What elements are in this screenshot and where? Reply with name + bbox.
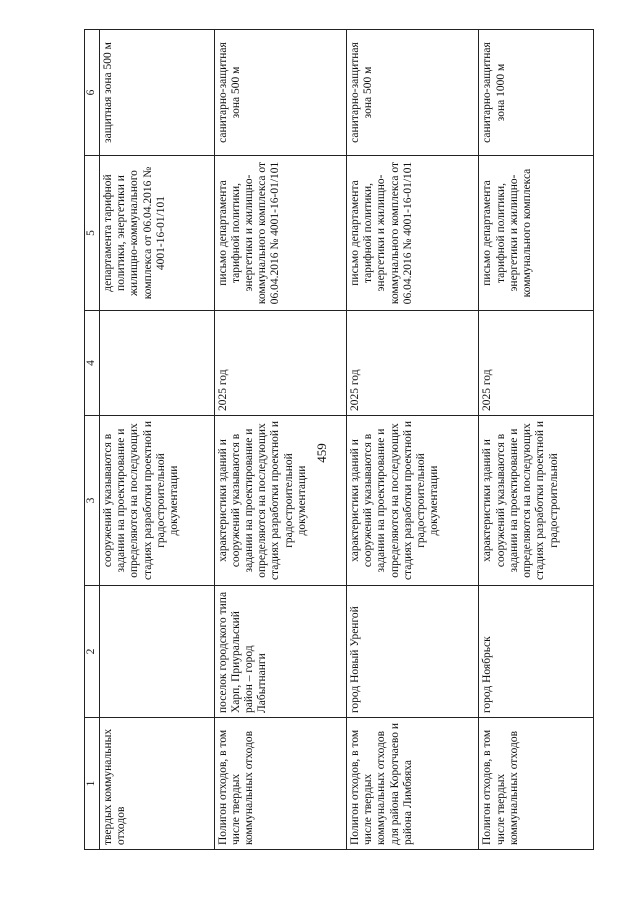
table-row	[346, 30, 478, 850]
header-col-6: 6	[85, 30, 100, 156]
location-cell: город Ноябрьск	[479, 586, 594, 718]
characteristics-cell: характеристики зданий и сооружений указываются в задании на проектирование и определяются на последующих стадиях разработки проектной и градостроительной документации	[346, 416, 478, 586]
protection-zone-cell: защитная зона 500 м	[100, 30, 215, 156]
table-row	[100, 30, 215, 850]
header-col-2: 2	[85, 586, 100, 718]
protection-zone-cell: санитарно-защитная зона 1000 м	[479, 30, 594, 156]
header-col-3: 3	[85, 416, 100, 586]
table-header-row	[85, 30, 100, 850]
header-col-5: 5	[85, 156, 100, 311]
location-cell	[100, 586, 215, 718]
deadline-cell: 2025 год	[346, 311, 478, 416]
header-col-1: 1	[85, 718, 100, 850]
header-col-4: 4	[85, 311, 100, 416]
rotated-table-frame	[84, 30, 594, 850]
basis-document-cell: письмо департамента тарифной политики, энергетики и жилищно-коммунального комплекса от 06.04.2016 № 4001-16-01/101	[214, 156, 346, 311]
protection-zone-cell: санитарно-защитная зона 500 м	[214, 30, 346, 156]
facility-name-cell: Полигон отходов, в том числе твердых коммунальных отходов	[479, 718, 594, 850]
characteristics-cell: сооружений указываются в задании на проектирование и определяются на последующих стадиях разработки проектной и градостроительной документации	[100, 416, 215, 586]
characteristics-cell: характеристики зданий и сооружений указываются в задании на проектирование и определяются на последующих стадиях разработки проектной и градостроительной документации	[214, 416, 346, 586]
deadline-cell: 2025 год	[479, 311, 594, 416]
waste-facilities-table	[84, 29, 594, 850]
deadline-cell: 2025 год	[214, 311, 346, 416]
table-row	[214, 30, 346, 850]
location-cell: город Новый Уренгой	[346, 586, 478, 718]
basis-document-cell: письмо департамента тарифной политики, энергетики и жилищно-коммунального комплекса	[479, 156, 594, 311]
page-number: 459	[314, 443, 329, 463]
basis-document-cell: департамента тарифной политики, энергетики и жилищно-коммунального комплекса от 06.04.2016 № 4001-16-01/101	[100, 156, 215, 311]
protection-zone-cell: санитарно-защитная зона 500 м	[346, 30, 478, 156]
facility-name-cell: Полигон отходов, в том числе твердых коммунальных отходов	[214, 718, 346, 850]
characteristics-cell: характеристики зданий и сооружений указываются в задании на проектирование и определяются на последующих стадиях разработки проектной и градостроительной	[479, 416, 594, 586]
facility-name-cell: твердых коммунальных отходов	[100, 718, 215, 850]
table-row	[479, 30, 594, 850]
location-cell: поселок городского типа Харп, Приуральский район – город Лабытнанги	[214, 586, 346, 718]
basis-document-cell: письмо департамента тарифной политики, энергетики и жилищно-коммунального комплекса от 06.04.2016 № 4001-16-01/101	[346, 156, 478, 311]
deadline-cell	[100, 311, 215, 416]
facility-name-cell: Полигон отходов, в том числе твердых коммунальных отходов для района Коротчаево и района Лимбяяха	[346, 718, 478, 850]
document-table-container	[84, 30, 594, 850]
